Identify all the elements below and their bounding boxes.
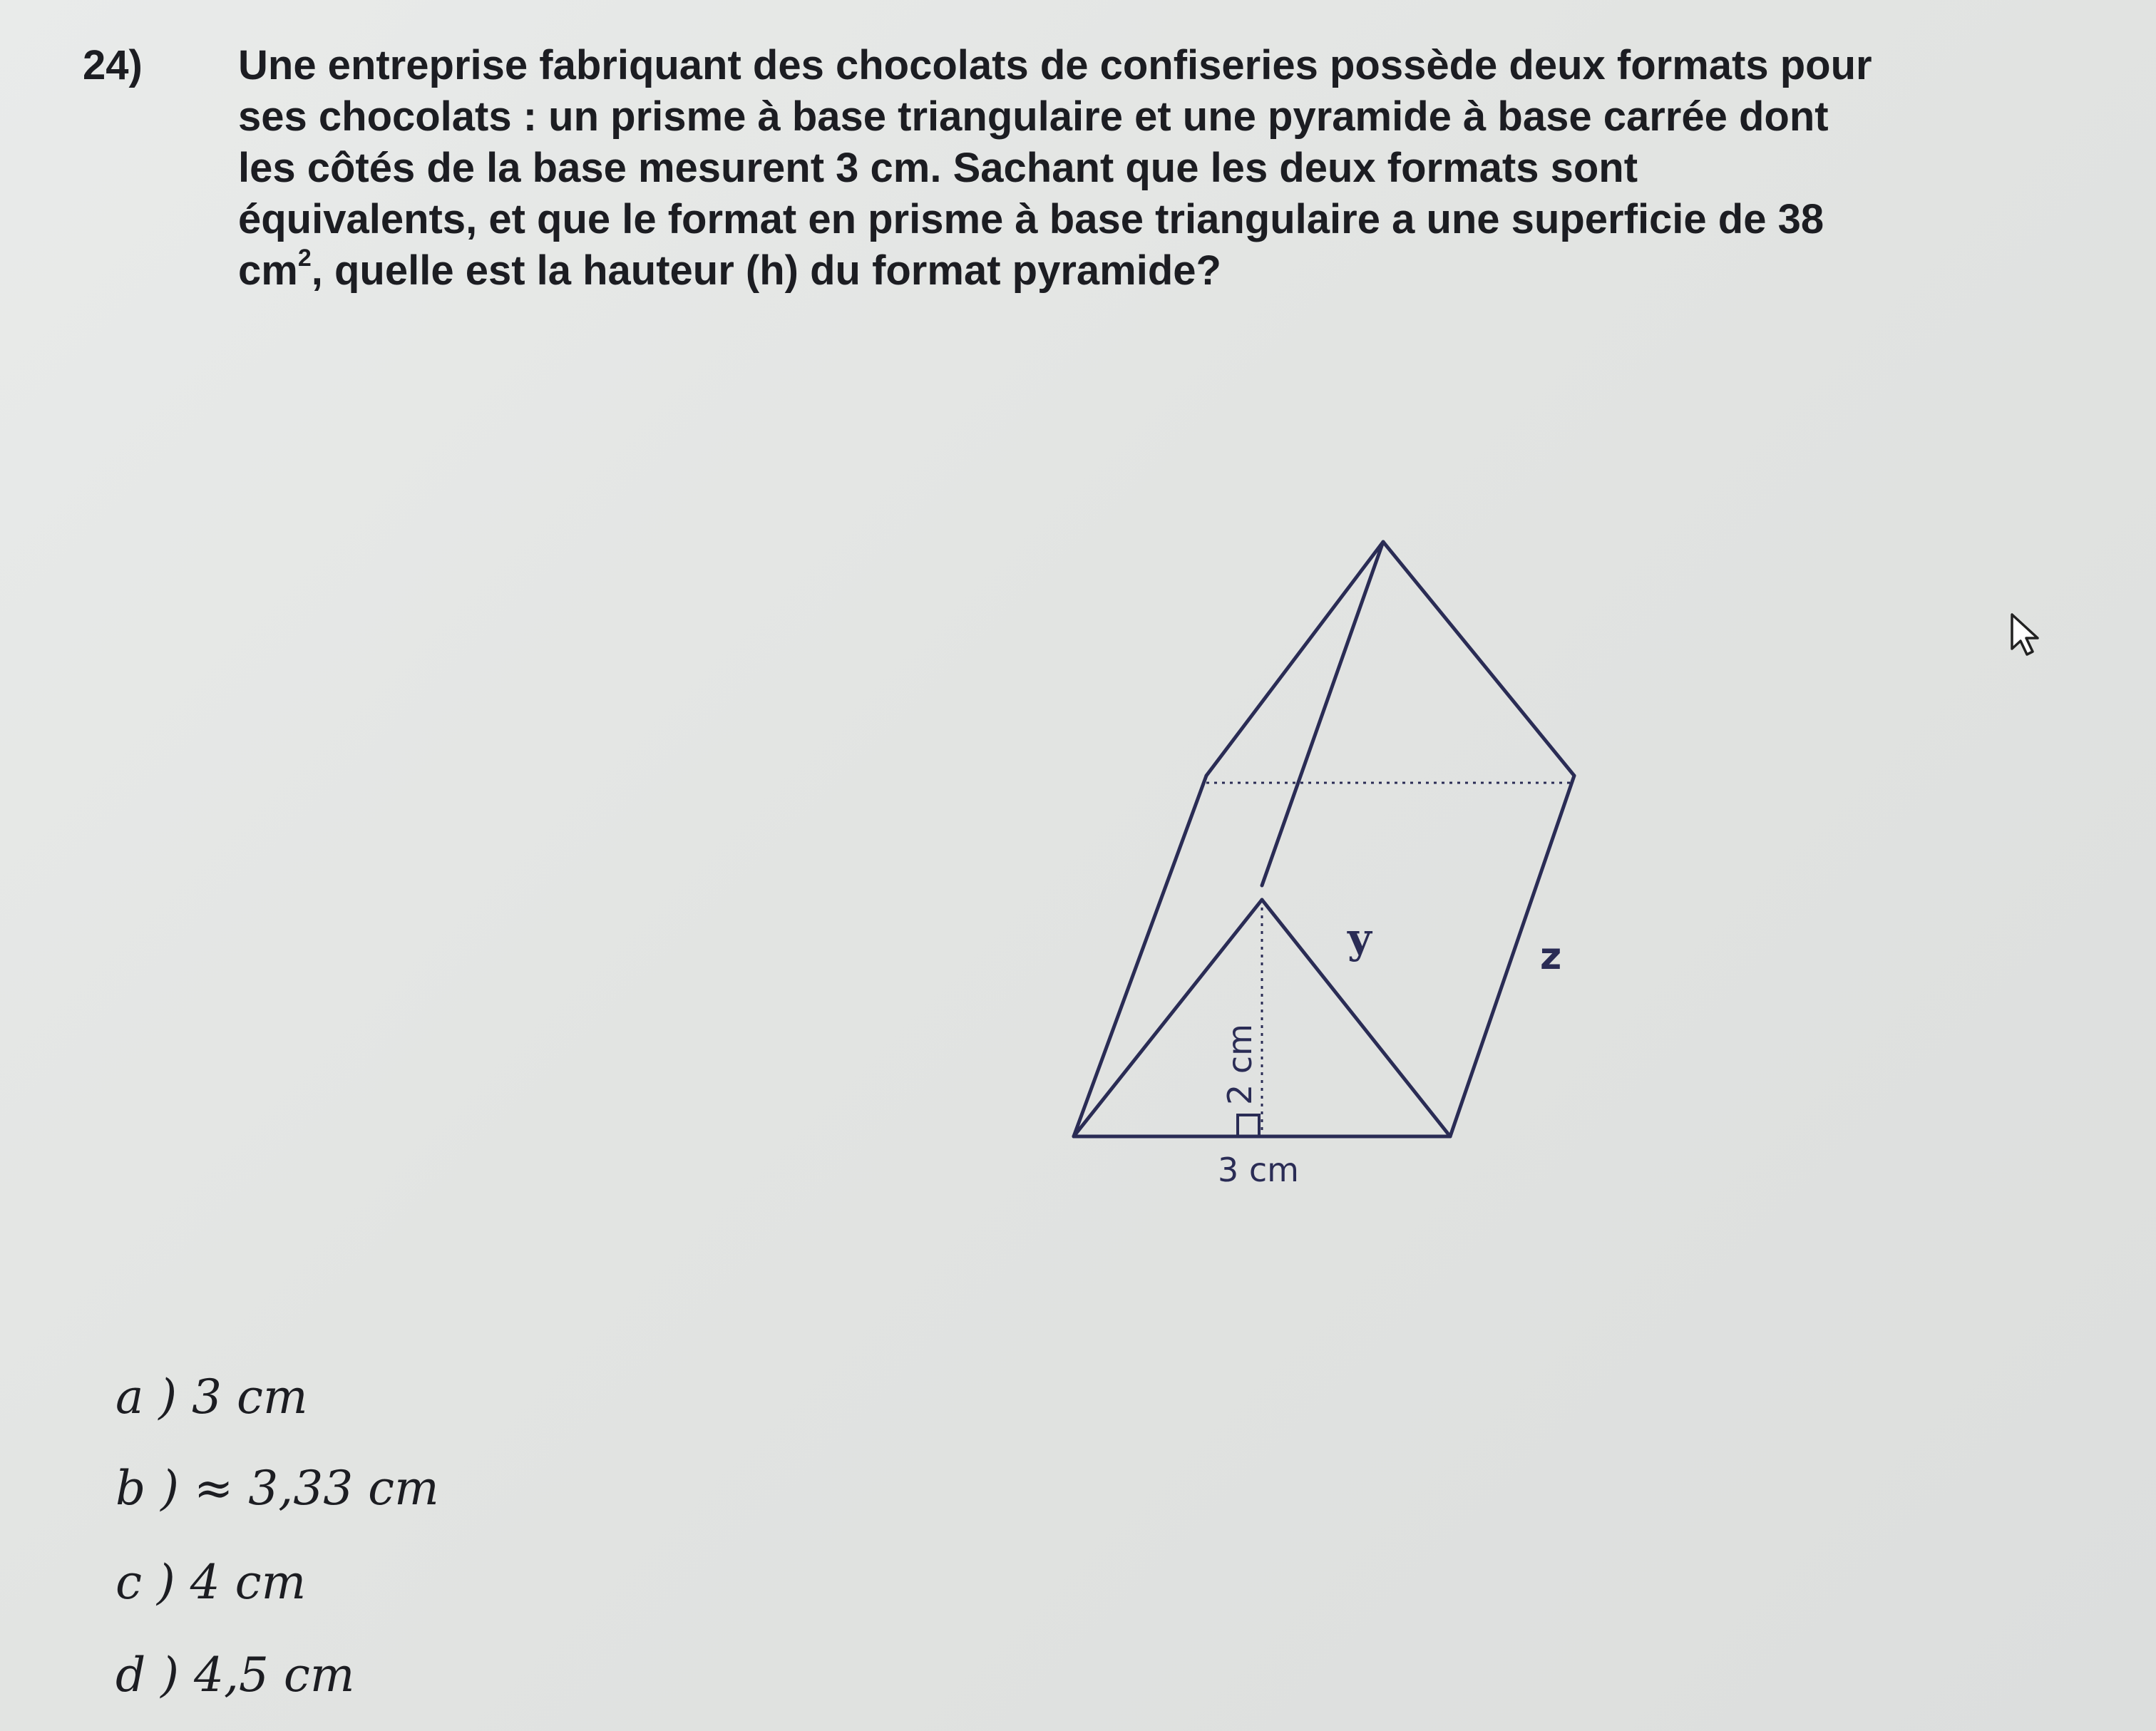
question-text	[238, 40, 2092, 297]
prism-drawing	[1041, 528, 1611, 1212]
question-line-4: équivalents, et que le format en prisme à base triangulaire a une superficie de 38	[238, 196, 1824, 242]
right-angle-marker	[1238, 1115, 1259, 1136]
question-number: 24)	[83, 42, 143, 88]
option-a[interactable]: a ) 3 cm	[115, 1370, 308, 1424]
label-z: z	[1540, 935, 1562, 978]
mouse-pointer-icon	[2009, 612, 2045, 657]
edge-back-left	[1206, 542, 1383, 776]
unit-cm: cm	[238, 247, 298, 294]
unit-exponent: 2	[297, 245, 312, 272]
edge-back-right	[1383, 542, 1574, 776]
question-line-1: Une entreprise fabriquant des chocolats de confiseries possède deux formats pour	[238, 42, 1872, 88]
label-base: 3 cm	[1218, 1151, 1299, 1189]
question-line-2: ses chocolats : un prisme à base triangulaire et une pyramide à base carrée dont	[238, 93, 1829, 140]
prism-figure	[1041, 528, 1611, 1212]
option-d[interactable]: d ) 4,5 cm	[115, 1648, 355, 1702]
question-line-5	[238, 245, 2092, 297]
question-line-3: les côtés de la base mesurent 3 cm. Sachant que les deux formats sont	[238, 145, 1638, 191]
label-y: y	[1348, 914, 1372, 962]
label-height: 2 cm	[1221, 1024, 1259, 1105]
edge-left-long	[1074, 776, 1206, 1136]
option-b[interactable]: b ) ≈ 3,33 cm	[115, 1461, 439, 1516]
question-line-5-rest: , quelle est la hauteur (h) du format pyramide?	[311, 247, 1221, 294]
edge-ridge	[1262, 542, 1383, 885]
option-c[interactable]: c ) 4 cm	[115, 1555, 307, 1610]
